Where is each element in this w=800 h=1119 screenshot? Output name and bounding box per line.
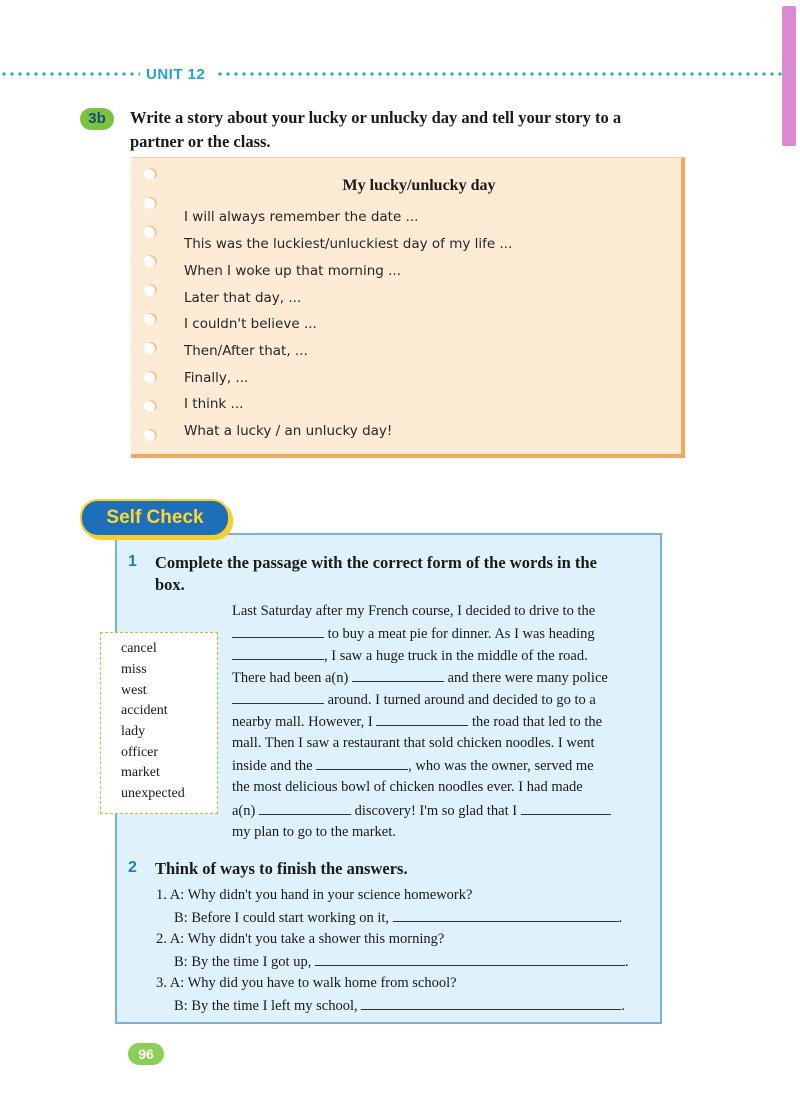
answer-blank[interactable]	[315, 953, 625, 966]
answer-prompt: B: By the time I got up,	[174, 954, 312, 970]
question-2-text: Think of ways to finish the answers.	[155, 859, 408, 878]
passage-text: discovery! I'm so glad that I	[354, 803, 518, 819]
passage-line: mall. Then I saw a restaurant that sold chicken noodles. I went	[232, 735, 595, 751]
notepad-line: I couldn't believe ...	[184, 316, 317, 332]
passage-text: nearby mall. However, I	[232, 714, 373, 730]
passage-line	[232, 713, 602, 731]
passage-line	[232, 669, 608, 687]
passage-line	[232, 802, 611, 820]
answer-prompt: B: Before I could start working on it,	[174, 910, 390, 926]
passage-text: to buy a meat pie for dinner. As I was heading	[327, 626, 595, 642]
notepad	[131, 157, 685, 458]
word-box-item: unexpected	[121, 786, 185, 801]
binder-ring	[144, 313, 157, 325]
word-box-item: accident	[121, 703, 168, 718]
binder-ring	[144, 429, 157, 441]
answer-blank[interactable]	[259, 802, 351, 815]
notepad-line: Later that day, ...	[184, 290, 302, 306]
notepad-line: When I woke up that morning ...	[184, 263, 402, 279]
word-box-item: west	[121, 683, 147, 698]
binder-ring	[144, 342, 157, 354]
answer-blank[interactable]	[232, 691, 324, 704]
dialogue-answer	[174, 909, 622, 927]
passage-text: a(n)	[232, 803, 256, 819]
word-box-item: lady	[121, 724, 146, 739]
instruction-line: Write a story about your lucky or unlucky day and tell your story to a	[130, 108, 622, 127]
passage-text: around. I turned around and decided to go to a	[327, 692, 596, 708]
dialogue-answer	[174, 953, 629, 971]
period: .	[624, 954, 629, 970]
dotted-rule-left	[0, 72, 140, 76]
question-2-number: 2	[128, 859, 137, 876]
answer-prompt: B: By the time I left my school,	[174, 998, 358, 1014]
word-box-item: cancel	[121, 641, 157, 656]
passage-line	[232, 691, 596, 709]
period: .	[618, 910, 623, 926]
passage-line: my plan to go to the market.	[232, 824, 396, 840]
exercise-3b-badge: 3b	[80, 108, 114, 130]
binder-ring	[144, 197, 157, 209]
notepad-line: This was the luckiest/unluckiest day of my life ...	[184, 236, 513, 252]
question-line: box.	[155, 575, 185, 594]
passage-text: There had been a(n)	[232, 670, 349, 686]
notepad-title: My lucky/unlucky day	[342, 177, 496, 194]
answer-blank[interactable]	[232, 647, 324, 660]
question-1-text	[155, 552, 655, 596]
passage-text: , I saw a huge truck in the middle of the road.	[324, 648, 588, 664]
passage-line: Last Saturday after my French course, I decided to drive to the	[232, 603, 596, 619]
passage-text: and there were many police	[447, 670, 608, 686]
self-check-badge: Self Check	[80, 499, 230, 537]
word-box-item: officer	[121, 745, 159, 760]
notepad-line: Then/After that, ...	[184, 343, 308, 359]
dialogue-question: 3. A: Why did you have to walk home from school?	[156, 975, 457, 991]
instruction-line: partner or the class.	[130, 132, 271, 151]
binder-ring	[144, 284, 157, 296]
answer-blank[interactable]	[393, 909, 619, 922]
question-1-number: 1	[128, 553, 137, 570]
period: .	[621, 998, 625, 1014]
binder-ring	[144, 226, 157, 238]
word-box-item: market	[121, 765, 160, 780]
notepad-line: What a lucky / an unlucky day!	[184, 423, 393, 439]
passage-line	[232, 647, 588, 665]
page-number: 96	[128, 1043, 164, 1065]
answer-blank[interactable]	[521, 802, 611, 815]
dialogue-question: 1. A: Why didn't you hand in your science homework?	[156, 887, 473, 903]
unit-label: UNIT 12	[146, 66, 206, 83]
binder-ring	[144, 400, 157, 412]
passage-text: , who was the owner, served me	[408, 758, 594, 774]
answer-blank[interactable]	[316, 757, 408, 770]
answer-blank[interactable]	[376, 713, 468, 726]
dotted-rule-right	[216, 72, 782, 76]
notepad-line: I will always remember the date ...	[184, 209, 419, 225]
binder-ring	[144, 255, 157, 267]
dialogue-question: 2. A: Why didn't you take a shower this morning?	[156, 931, 445, 947]
answer-blank[interactable]	[232, 625, 324, 638]
passage-text: the road that led to the	[472, 714, 603, 730]
notepad-line: I think ...	[184, 396, 244, 412]
passage-line	[232, 625, 595, 643]
word-box-item: miss	[121, 662, 147, 677]
pink-edge-tab	[782, 6, 796, 146]
passage-line: the most delicious bowl of chicken noodles ever. I had made	[232, 779, 583, 795]
binder-ring	[144, 371, 157, 383]
answer-blank[interactable]	[352, 669, 444, 682]
passage-text: inside and the	[232, 758, 313, 774]
notepad-line: Finally, ...	[184, 370, 249, 386]
answer-blank[interactable]	[361, 997, 621, 1010]
exercise-3b-instruction	[130, 106, 690, 154]
passage-line	[232, 757, 594, 775]
dialogue-answer	[174, 997, 625, 1015]
question-line: Complete the passage with the correct form of the words in the	[155, 553, 597, 572]
